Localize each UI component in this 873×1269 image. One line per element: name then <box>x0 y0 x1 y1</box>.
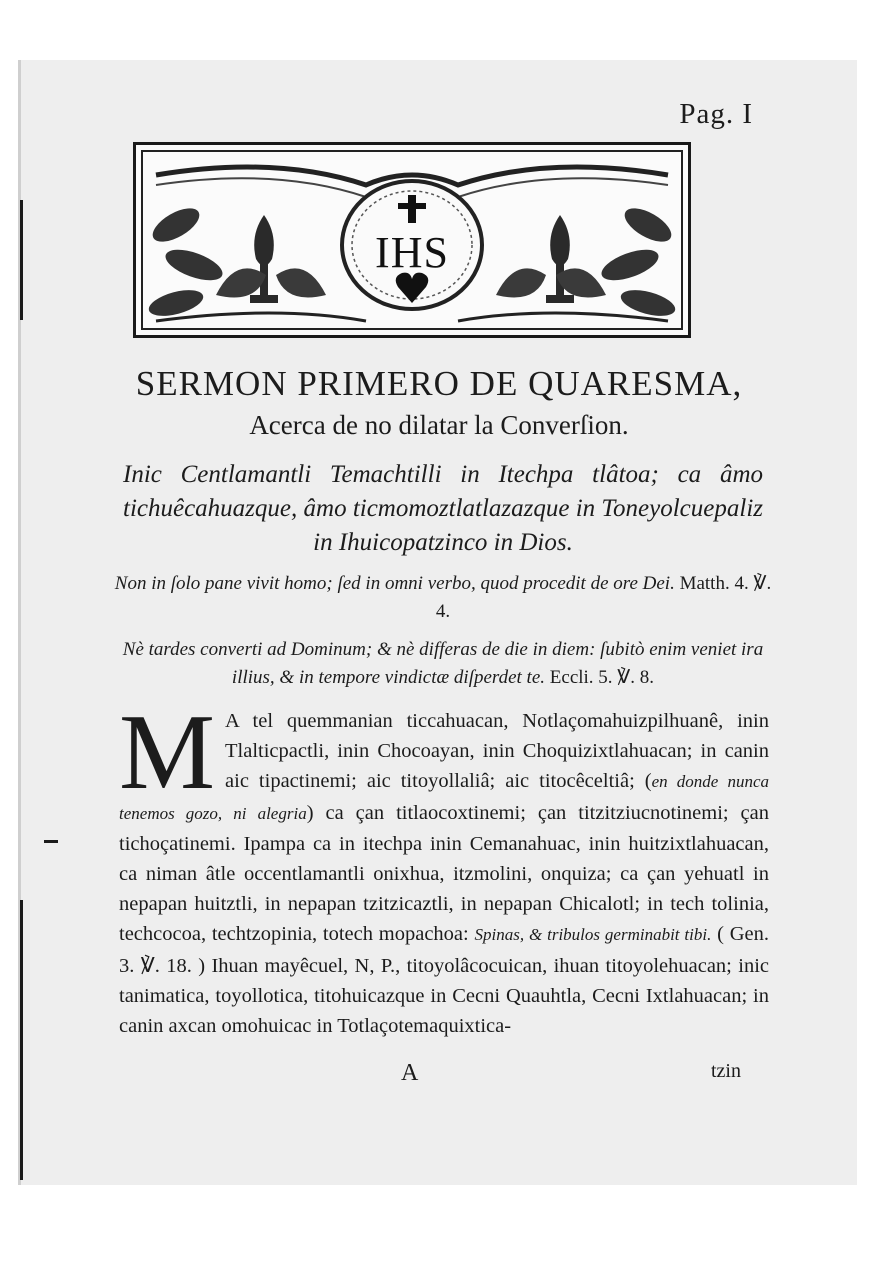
epigraph-reference: Matth. 4. ℣. 4. <box>435 573 772 622</box>
epigraph-reference: Eccli. 5. ℣. 8. <box>549 667 655 688</box>
headpiece-ornament <box>133 142 691 338</box>
body-italic-quote: Spinas, & tribulos germinabit tibi. <box>474 925 712 945</box>
sermon-body <box>119 693 770 1041</box>
epigraph-text: Non in ſolo pane vivit homo; ſed in omni verbo, quod procedit de ore Dei. <box>114 573 675 594</box>
body-italic-gloss: en donde nunca tenemos gozo, ni alegria <box>119 772 769 823</box>
body-text: ) ca çan titlaocoxtinemi; çan titzitziucnotinemi; çan tichoçatinemi. Ipampa ca in itechpa inin Cemanahuac, inin huitzixtlahuacan, ca niman âtle occentlamantli onixhua, itzmolini, onquiza; ca çan yehuatl in nepapan huitztli, in nepapan tzitzicaztli, in nepapan Chicalotl; in tech tolinia, techcocoa, techtzopinia, totech mopachoa: <box>119 801 769 946</box>
page-number: Pag. I <box>679 98 753 130</box>
catchword: tzin <box>711 1060 741 1082</box>
body-text: A tel quemmanian ticcahuacan, Notlaçomahuizpilhuanê, inin Tlalticpactli, inin Chocoayan, inin Choquizixtlahuacan; in canin aic tipactinemi; aic titoyollaliâ; aic titocêceltiâ; ( <box>225 710 769 793</box>
drop-cap: M <box>119 693 216 812</box>
epigraph-text: Nè tardes converti ad Dominum; & nè differas de die in diem: ſubitò enim veniet ira illius, & in tempore vindictæ diſperdet te. <box>122 639 764 688</box>
epigraph-quote <box>113 636 773 692</box>
book-page <box>18 60 857 1185</box>
epigraph-quote <box>113 570 773 626</box>
page-edge-mark <box>20 900 23 1180</box>
page-edge-mark <box>20 200 23 320</box>
sermon-subtitle: Acerca de no dilatar la Converſion. <box>249 410 629 440</box>
sermon-title: SERMON PRIMERO DE QUARESMA, <box>135 364 743 403</box>
nahuatl-heading: Inic Centlamantli Temachtilli in Itechpa tlâtoa; ca âmo tichuêcahuazque, âmo ticmomoztlatlazazque in Toneyolcuepaliz in Ihuicopatzinco in Dios. <box>123 461 763 556</box>
body-text: ( Gen. 3. ℣. 18. ) Ihuan mayêcuel, N, P., titoyolâcocuican, ihuan titoyolehuacan; inic tanimatica, toyollotica, titohuicazque in Cecni Quauhtla, Cecni Ixtlahuacan; in canin axcan omohuicac in Totlaçotemaquixtica- <box>119 923 770 1038</box>
ihs-monogram: IHS <box>375 228 449 277</box>
signature-mark: A <box>401 1060 419 1086</box>
page-edge-mark <box>44 840 58 843</box>
